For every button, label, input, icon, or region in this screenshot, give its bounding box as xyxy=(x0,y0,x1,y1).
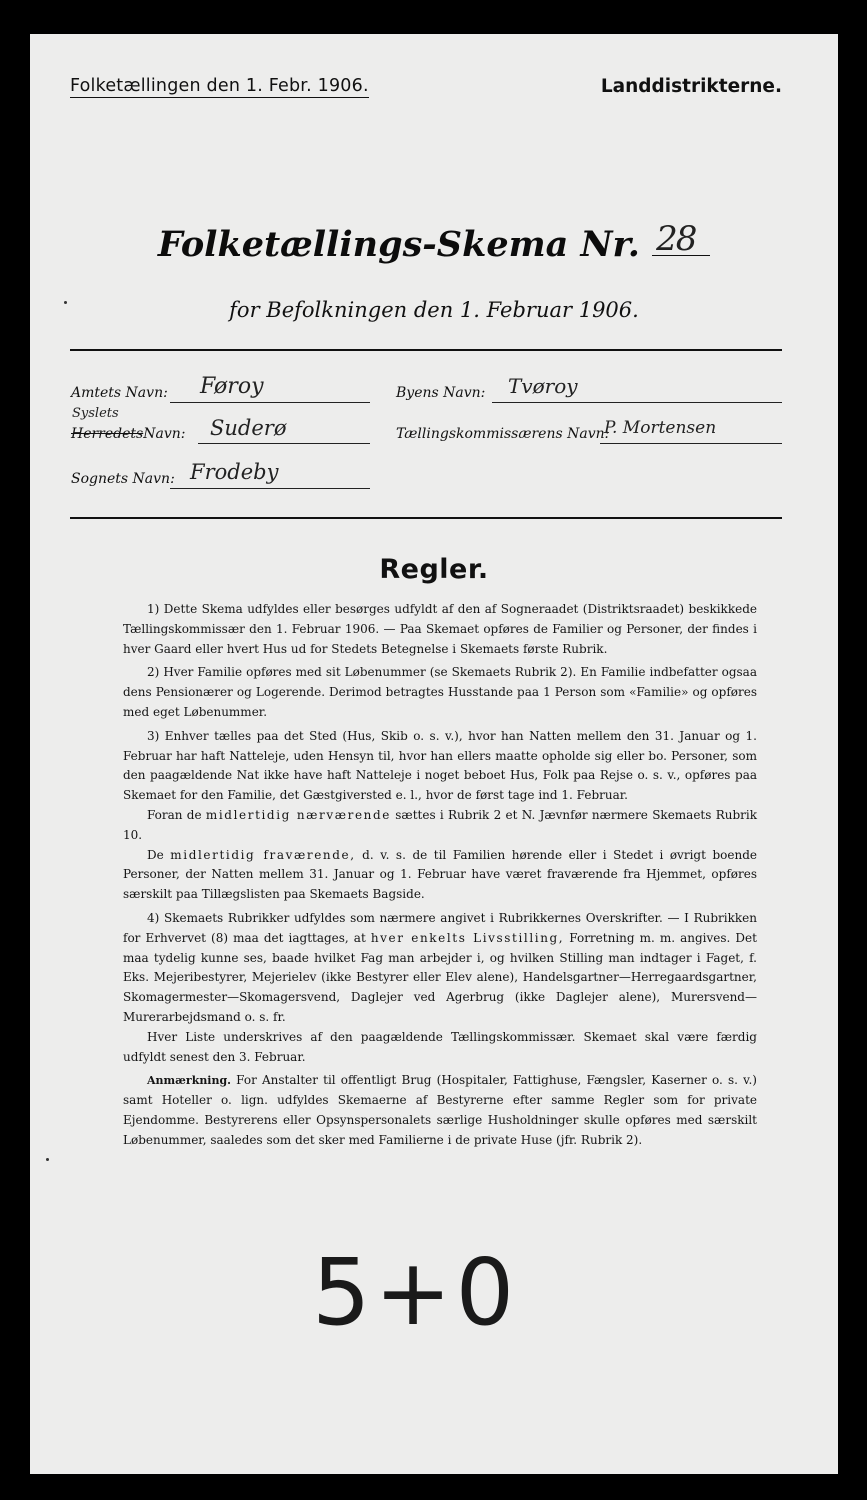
rule-4 xyxy=(123,909,757,1028)
byen-line xyxy=(492,402,782,403)
kommissaer-value: P. Mortensen xyxy=(604,418,717,438)
byen-label: Byens Navn: xyxy=(396,385,486,401)
kommissaer-label: Tællingskommissærens Navn: xyxy=(396,426,610,442)
rule-3c-post: d. v. s. de til Familien hørende eller i Stedet i øvrigt boende Personer, der Natten mellem 31. Januar og 1. Februar have været fraværende fra Hjemmet, opføres særskilt paa Tillægslisten paa Skemaets Bagside. xyxy=(123,847,757,902)
divider-top xyxy=(70,349,782,351)
herred-line xyxy=(198,443,370,444)
herred-value: Suderø xyxy=(210,416,287,440)
header-census-date: Folketællingen den 1. Febr. 1906. xyxy=(70,76,369,96)
rule-1: 1) Dette Skema udfyldes eller besørges udfyldt af den af Sogneraadet (Distriktsraadet) beskikkede Tællingskommissær den 1. Februar 1906. — Paa Skemaet opføres de Familier og Personer, der findes i hver Gaard eller hvert Hus ud for Stedets Betegnelse i Skemaets første Rubrik. xyxy=(123,602,757,656)
byen-value: Tvøroy xyxy=(508,374,578,398)
rule-2: 2) Hver Familie opføres med sit Løbenummer (se Skemaets Rubrik 2). En Familie indbefatter ogsaa dens Pensionærer og Logerende. Derimod betragtes Husstande paa 1 Person som «Familie» og opføres med eget Løbenummer. xyxy=(123,665,757,719)
regler-heading: Regler. xyxy=(379,554,489,585)
anmaerkning-text: For Anstalter til offentligt Brug (Hospitaler, Fattighuse, Fængsler, Kaserner o. s. v.) samt Hoteller o. lign. udfyldes Skemaerne af Bestyrerne efter samme Regler som for private Ejendomme. Bestyrerens eller Opsynspersonalets særlige Husholdninger skulle opføres med særskilt Løbenummer, saaledes som det sker med Familierne i de private Huse (jfr. Rubrik 2). xyxy=(123,1073,757,1147)
kommissaer-line xyxy=(600,443,782,444)
rule-3c-pre: De xyxy=(147,847,164,862)
speck-dot xyxy=(64,301,67,304)
herred-label xyxy=(71,426,185,442)
sogn-label: Sognets Navn: xyxy=(71,471,175,487)
rule-5: Hver Liste underskrives af den paagældende Tællingskommissær. Skemaet skal være færdig udfyldt senest den 3. Februar. xyxy=(123,1029,757,1064)
form-number-handwritten: 28 xyxy=(656,219,696,259)
divider-bottom xyxy=(70,517,782,519)
rule-3: 3) Enhver tælles paa det Sted (Hus, Skib o. s. v.), hvor han Natten mellem den 31. Januar og 1. Februar har haft Natteleje, uden Hensyn til, hvor han ellers maatte opholde sig eller bo. Personer, som den paagældende Nat ikke have haft Natteleje i noget beboet Hus, Folk paa Rejse o. s. v., opføres paa Skemaet for den Familie, det Gæstgiversted e. l., hvor de først tage ind 1. Februar. xyxy=(123,728,757,803)
anmaerkning-label: Anmærkning. xyxy=(147,1074,232,1088)
handwritten-annotation: 5+0 xyxy=(312,1239,519,1346)
rule-3b-post: sættes i Rubrik 2 et N. Jævnfør nærmere Skemaets Rubrik 10. xyxy=(123,807,757,842)
rule-4-spaced: hver enkelts Livsstilling, xyxy=(370,930,565,945)
rule-4-post: Forretning m. m. angives. Det maa tydelig kunne ses, baade hvilket Fag man arbejder i, og hvilken Stilling man indtager i Faget, f. Eks. Mejeribestyrer, Mejerielev (ikke Bestyrer eller Elev alene), Handelsgartner—Herregaardsgartner, Skomagermester—Skomagersvend, Daglejer ved Agerbrug (ikke Daglejer alene), Murersvend—Murerarbejdsmand o. s. fr. xyxy=(123,930,757,1024)
rule-3-midlertidig-fravaerende xyxy=(123,846,757,905)
anmaerkning xyxy=(123,1071,757,1150)
sogn-line xyxy=(170,488,370,489)
speck-dot xyxy=(46,1158,49,1161)
form-number-line xyxy=(652,219,710,259)
census-form-page xyxy=(30,34,838,1474)
form-title-text: Folketællings-Skema Nr. xyxy=(157,224,640,265)
form-subtitle: for Befolkningen den 1. Februar 1906. xyxy=(229,298,639,322)
herred-label-struck: Herredets xyxy=(71,426,144,442)
sogn-value: Frodeby xyxy=(190,460,279,484)
rule-3c-spaced: midlertidig fraværende, xyxy=(170,847,356,862)
herred-label-rest: Navn: xyxy=(143,426,186,442)
syslets-handwritten: Syslets xyxy=(72,406,119,421)
rule-3b-pre: Foran de xyxy=(147,807,202,822)
rule-3b-spaced: midlertidig nærværende xyxy=(205,807,391,822)
amt-line xyxy=(170,402,370,403)
rule-4-pre: 4) Skemaets Rubrikker udfyldes som nærmere angivet i Rubrikkernes Overskrifter. — I Rubrikken for Erhvervet (8) maa det iagttages, at xyxy=(123,910,757,945)
rules-text xyxy=(123,600,757,1155)
amt-label: Amtets Navn: xyxy=(71,385,168,401)
amt-value: Føroy xyxy=(200,374,264,399)
rule-3-midlertidig-naervaerende xyxy=(123,806,757,846)
form-title xyxy=(30,219,838,265)
header-district-type: Landdistrikterne. xyxy=(600,76,782,97)
